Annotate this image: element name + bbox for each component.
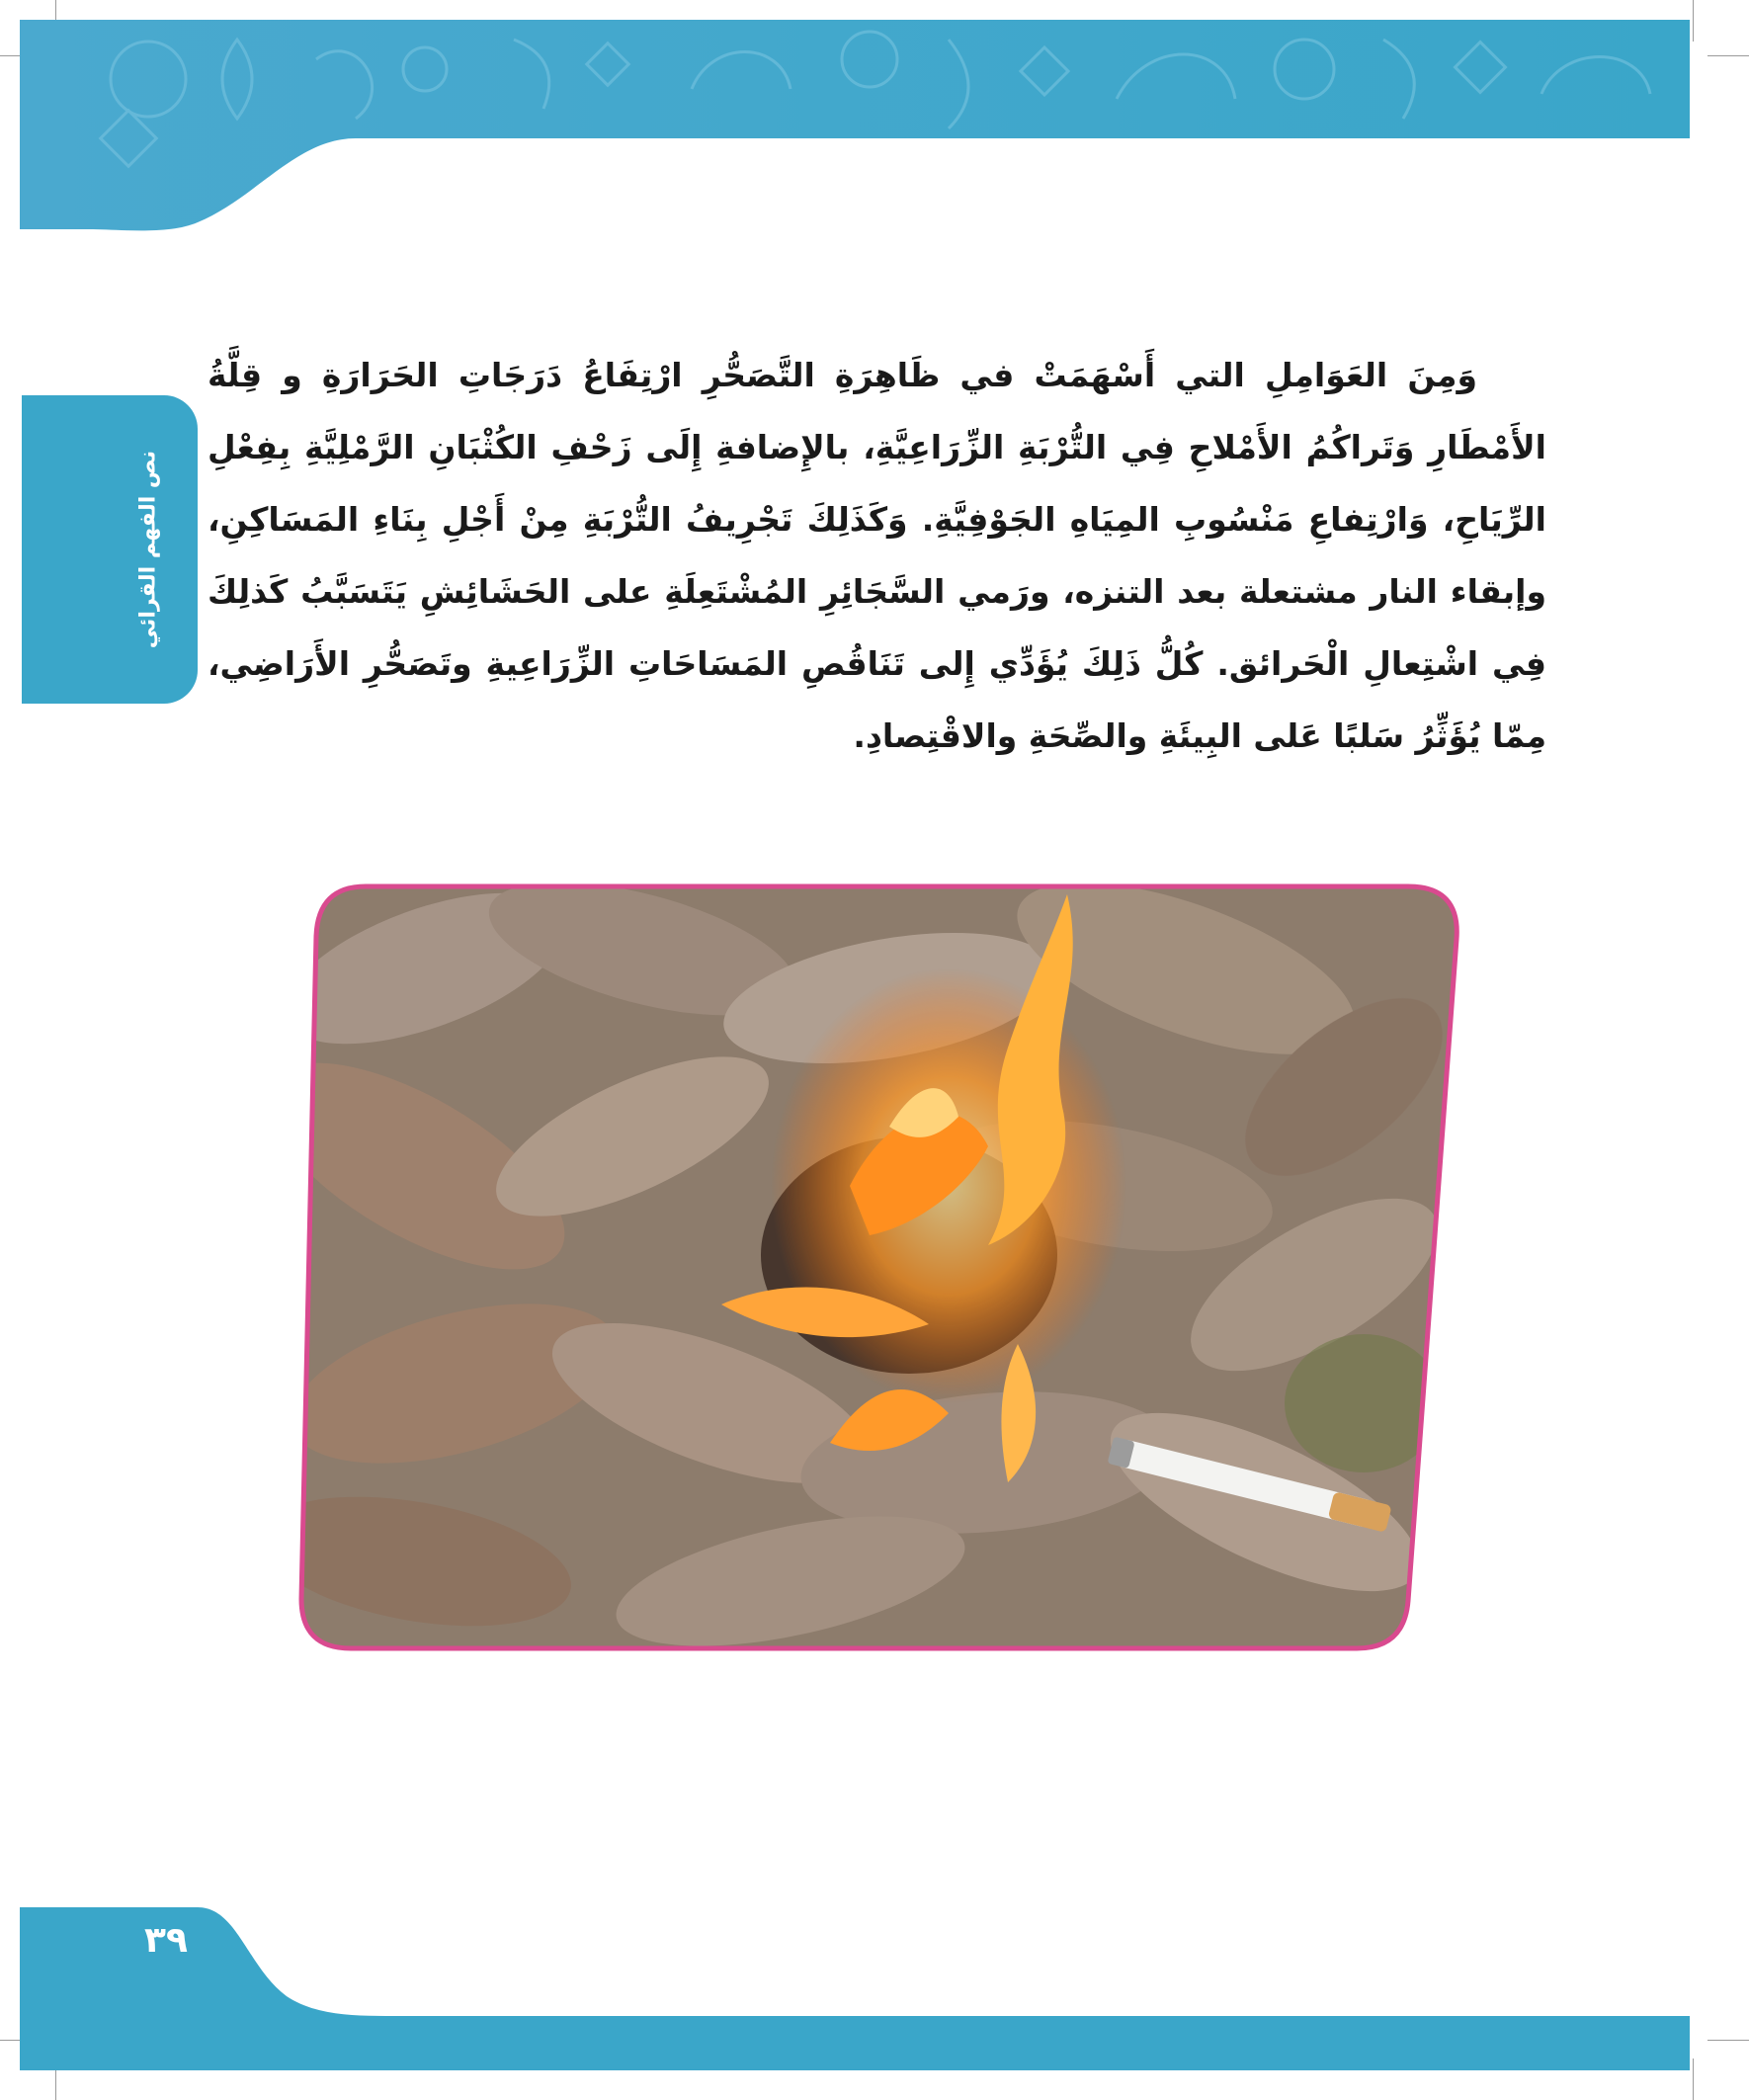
page-number: ٣٩ — [144, 1920, 188, 1961]
charred-leaf — [761, 1136, 1057, 1374]
flames — [721, 894, 1126, 1482]
footer-band — [0, 1907, 1749, 2100]
header-band — [0, 0, 1749, 242]
side-tab-label: نص الفهم القرائي — [135, 450, 161, 649]
cigarette — [1108, 1437, 1392, 1533]
body-paragraph: وَمِنَ العَوَامِلِ التي أَسْهَمَتْ في ظَاهِرَةِ التَّصَحُّرِ ارْتِفَاعُ دَرَجَاتِ الحَرَارَةِ و قِلَّةُ الأَمْطَارِ وَتَراكُمُ الأَمْلاحِ فِي التُّرْبَةِ الزِّرَاعِيَّةِ، بالإِضافةِ إِلَى زَحْفِ الكُثْبَانِ الرَّمْلِيَّةِ بِفِعْلِ الرِّيَاحِ، وَارْتِفاعِ مَنْسُوبِ المِيَاهِ الجَوْفِيَّةِ. وَكَذَلِكَ تَجْرِيفُ التُّرْبَةِ مِنْ أَجْلِ بِنَاءِ المَسَاكِنِ، وإبقاء النار مشتعلة بعد التنزه، ورَمي السَّجَائِرِ المُشْتَعِلَةِ على الحَشَائِشِ يَتَسَبَّبُ كَذلِكَ فِي اشْتِعالِ الْحَرائق. كُلُّ ذَلِكَ يُؤَدِّي إِلى تَنَاقُصِ المَسَاحَاتِ الزِّرَاعِيةِ وتَصَحُّرِ الأَرَاضِي، مِمّا يُؤَثِّرُ سَلبًا عَلى البِيئَةِ والصِّحَةِ والاقْتِصادِ. — [208, 356, 1546, 755]
side-tab — [22, 395, 198, 704]
dry-leaves — [235, 847, 1473, 1671]
